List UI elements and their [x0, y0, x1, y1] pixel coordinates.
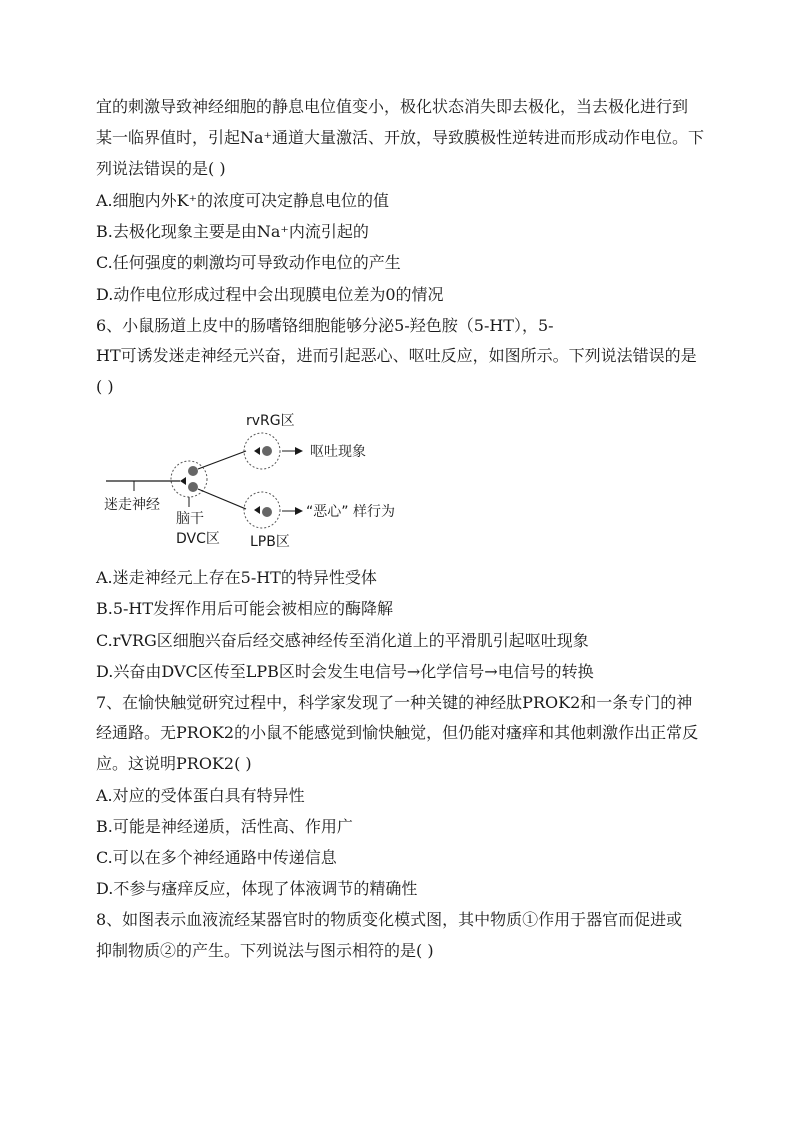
question-8-stem: 8、如图表示血液流经某器官时的物质变化模式图，其中物质①作用于器官而促进或 — [96, 910, 683, 929]
text-line: 列说法错误的是( ) — [96, 159, 226, 178]
rvrg-neuron — [262, 446, 272, 456]
question-6-stem: 6、小鼠肠道上皮中的肠嗜铬细胞能够分泌5-羟色胺（5-HT），5- — [96, 316, 554, 335]
label-vagus: 迷走神经 — [104, 497, 160, 513]
option-c: C.可以在多个神经通路中传递信息 — [96, 848, 337, 867]
label-vomit: 呕吐现象 — [310, 444, 366, 460]
option-d: D.兴奋由DVC区传至LPB区时会发生电信号→化学信号→电信号的转换 — [96, 662, 594, 681]
question-6-stem: ( ) — [96, 377, 114, 396]
dvc-neuron — [188, 466, 198, 476]
synapse-marker — [180, 477, 186, 485]
text-line: 某一临界值时，引起Na⁺通道大量激活、开放，导致膜极性逆转进而形成动作电位。下 — [96, 128, 704, 147]
option-d: D.不参与瘙痒反应，体现了体液调节的精确性 — [96, 879, 418, 898]
synapse-marker — [254, 506, 260, 514]
option-c: C.rVRG区细胞兴奋后经交感神经传至消化道上的平滑肌引起呕吐现象 — [96, 631, 589, 650]
option-c: C.任何强度的刺激均可导致动作电位的产生 — [96, 253, 401, 272]
option-b: B.5-HT发挥作用后可能会被相应的酶降解 — [96, 599, 394, 618]
option-b: B.去极化现象主要是由Na⁺内流引起的 — [96, 222, 369, 241]
dvc-circle — [171, 461, 207, 497]
question-7-stem: 经通路。无PROK2的小鼠不能感觉到愉快触觉，但仍能对瘙痒和其他刺激作出正常反 — [96, 723, 699, 742]
label-lpb: LPB区 — [250, 534, 290, 550]
question-7-stem: 7、在愉快触觉研究过程中，科学家发现了一种关键的神经肽PROK2和一条专门的神 — [96, 693, 693, 712]
label-brainstem: 脑干 — [176, 511, 204, 527]
option-a: A.迷走神经元上存在5-HT的特异性受体 — [96, 568, 377, 587]
lpb-neuron — [262, 507, 272, 517]
question-6-stem: HT可诱发迷走神经元兴奋，进而引起恶心、呕吐反应，如图所示。下列说法错误的是 — [96, 346, 697, 365]
synapse-marker — [254, 447, 260, 455]
option-a: A.细胞内外K⁺的浓度可决定静息电位的值 — [96, 191, 390, 210]
neural-pathway-figure — [96, 405, 426, 555]
branch-line — [198, 489, 246, 509]
question-7-stem: 应。这说明PROK2( ) — [96, 754, 252, 773]
label-dvc: DVC区 — [176, 531, 220, 547]
question-8-stem: 抑制物质②的产生。下列说法与图示相符的是( ) — [96, 941, 434, 960]
option-a: A.对应的受体蛋白具有特异性 — [96, 786, 305, 805]
lpb-circle — [244, 492, 280, 528]
dvc-neuron — [188, 482, 198, 492]
option-d: D.动作电位形成过程中会出现膜电位差为0的情况 — [96, 285, 444, 304]
option-b: B.可能是神经递质，活性高、作用广 — [96, 817, 353, 836]
label-rvrg: rvRG区 — [246, 413, 295, 429]
text-line: 宜的刺激导致神经细胞的静息电位值变小，极化状态消失即去极化，当去极化进行到 — [96, 97, 689, 116]
branch-line — [198, 451, 246, 469]
label-nausea: “恶心” 样行为 — [306, 504, 395, 520]
